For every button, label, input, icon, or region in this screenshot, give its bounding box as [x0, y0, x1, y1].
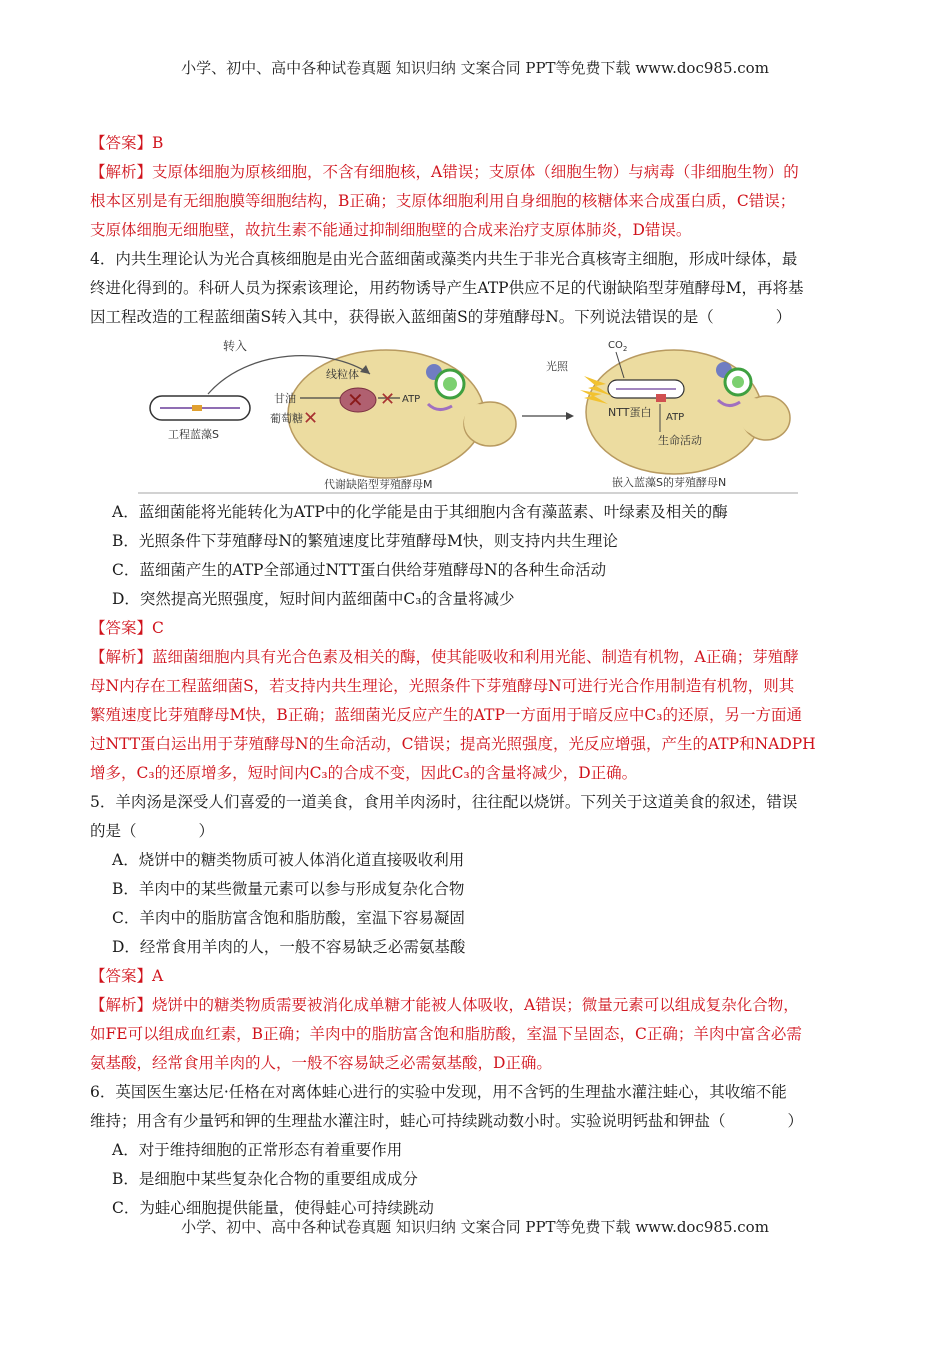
q4-stem-line-2: 终进化得到的。科研人员为探索该理论，用药物诱导产生ATP供应不足的代谢缺陷型芽殖酵母M，再将基 — [90, 279, 804, 297]
atp-label-2: ATP — [666, 412, 685, 423]
page-footer: 小学、初中、高中各种试卷真题 知识归纳 文案合同 PPT等免费下载 www.doc985.com — [181, 1218, 769, 1236]
nucleus-core-icon — [443, 377, 457, 391]
q4-analysis-line-4: 过NTT蛋白运出用于芽殖酵母N的生命活动，C错误；提高光照强度，光反应增强，产生的ATP和NADPH — [90, 735, 816, 753]
mitochondrion-block-icon: ✕ — [347, 388, 364, 412]
q4-option-b: B．光照条件下芽殖酵母N的繁殖速度比芽殖酵母M快，则支持内共生理论 — [112, 532, 618, 550]
q4-stem-line-1: 4．内共生理论认为光合真核细胞是由光合蓝细菌或藻类内共生于非光合真核寄主细胞，形成叶绿体，最 — [90, 250, 798, 268]
q4-analysis-line-2: 母N内存在工程蓝细菌S，若支持内共生理论，光照条件下芽殖酵母N可进行光合作用制造有机物，则其 — [90, 677, 795, 695]
answer-value: A — [152, 967, 164, 985]
answer-label: 【答案】 — [90, 619, 153, 637]
glucose-block-icon: ✕ — [303, 408, 319, 429]
answer-value: B — [152, 134, 164, 152]
cyano-s-gene — [192, 405, 202, 411]
q4-answer — [90, 614, 870, 643]
q6-option-b: B．是细胞中某些复杂化合物的重要组成成分 — [112, 1170, 418, 1188]
q4-stem-line-3: 因工程改造的工程蓝细菌S转入其中，获得嵌入蓝细菌S的芽殖酵母N。下列说法错误的是（ ） — [90, 308, 792, 326]
q6-stem-line-2: 维持；用含有少量钙和钾的生理盐水灌注时，蛙心可持续跳动数小时。实验说明钙盐和钾盐（ ） — [90, 1112, 804, 1130]
q3-analysis-line-1: 【解析】支原体细胞为原核细胞，不含有细胞核，A错误；支原体（细胞生物）与病毒（非细胞生物）的 — [90, 163, 799, 181]
q4-analysis-line-1: 【解析】蓝细菌细胞内具有光合色素及相关的酶，使其能吸收和利用光能、制造有机物，A正确；芽殖酵 — [90, 648, 799, 666]
cyano-s-label: 工程蓝藻S — [168, 428, 219, 441]
q3-analysis-line-3: 支原体细胞无细胞壁，故抗生素不能通过抑制细胞壁的合成来治疗支原体肺炎，D错误。 — [90, 221, 692, 239]
caption-m: 代谢缺陷型芽殖酵母M — [324, 478, 433, 491]
q4-analysis-line-3: 繁殖速度比芽殖酵母M快，B正确；蓝细菌光反应产生的ATP一方面用于暗反应中C₃的还原，另一方面通 — [90, 706, 802, 724]
q3-analysis-line-2: 根本区别是有无细胞膜等细胞结构，B正确；支原体细胞利用自身细胞的核糖体来合成蛋白质，C错误； — [90, 192, 796, 210]
q5-stem-line-1: 5．羊肉汤是深受人们喜爱的一道美食，食用羊肉汤时，往往配以烧饼。下列关于这道美食的叙述，错误 — [90, 793, 798, 811]
mito-label: 线粒体 — [326, 368, 359, 381]
atp-label-1: ATP — [402, 394, 421, 405]
q5-option-a: A．烧饼中的糖类物质可被人体消化道直接吸收利用 — [112, 851, 465, 869]
nucleus-n-core-icon — [732, 376, 744, 388]
document-body — [90, 129, 870, 1223]
ntt-protein-icon — [656, 394, 666, 402]
q5-answer — [90, 962, 870, 991]
q5-analysis-line-1: 【解析】烧饼中的糖类物质需要被消化成单糖才能被人体吸收，A错误；微量元素可以组成复杂化合物， — [90, 996, 799, 1014]
analysis-label: 【解析】 — [90, 163, 153, 181]
q4-option-c: C．蓝细菌产生的ATP全部通过NTT蛋白供给芽殖酵母N的各种生命活动 — [112, 561, 607, 579]
analysis-label: 【解析】 — [90, 648, 153, 666]
q4-option-a: A．蓝细菌能将光能转化为ATP中的化学能是由于其细胞内含有藻蓝素、叶绿素及相关的酶 — [112, 503, 728, 521]
answer-label: 【答案】 — [90, 967, 153, 985]
ntt-label: NTT蛋白 — [608, 406, 652, 419]
q5-stem-line-2: 的是（ ） — [90, 822, 215, 840]
q4-analysis-line-5: 增多，C₃的还原增多，短时间内C₃的合成不变，因此C₃的含量将减少，D正确。 — [90, 764, 638, 782]
atp-block-icon: ✕ — [380, 389, 396, 410]
page-header: 小学、初中、高中各种试卷真题 知识归纳 文案合同 PPT等免费下载 www.doc985.com — [181, 59, 769, 77]
q5-option-b: B．羊肉中的某些微量元素可以参与形成复杂化合物 — [112, 880, 465, 898]
yeast-n-cell-fill — [740, 398, 768, 434]
co2-label: $CO_2$ — [608, 340, 628, 353]
q5-option-d: D．经常食用羊肉的人，一般不容易缺乏必需氨基酸 — [112, 938, 466, 956]
q5-analysis-line-3: 氨基酸，经常食用羊肉的人，一般不容易缺乏必需氨基酸，D正确。 — [90, 1054, 552, 1072]
q6-stem-line-1: 6．英国医生塞达尼·任格在对离体蛙心进行的实验中发现，用不含钙的生理盐水灌注蛙心，其收缩不能 — [90, 1083, 787, 1101]
q4-option-d: D．突然提高光照强度，短时间内蓝细菌中C₃的含量将减少 — [112, 590, 515, 608]
answer-label: 【答案】 — [90, 134, 153, 152]
q4-figure — [90, 336, 870, 496]
light-label: 光照 — [546, 360, 568, 373]
answer-value: C — [152, 619, 164, 637]
transfer-label: 转入 — [223, 339, 248, 353]
yeast-m-cell-fill — [464, 404, 492, 440]
q6-option-c: C．为蛙心细胞提供能量，使得蛙心可持续跳动 — [112, 1199, 434, 1217]
life-label: 生命活动 — [658, 434, 702, 447]
analysis-label: 【解析】 — [90, 996, 153, 1014]
q5-analysis-line-2: 如FE可以组成血红素，B正确；羊肉中的脂肪富含饱和脂肪酸，室温下呈固态，C正确；羊肉中富含必需 — [90, 1025, 802, 1043]
q3-answer — [90, 129, 870, 158]
yeast-diagram — [138, 336, 798, 494]
q6-option-a: A．对于维持细胞的正常形态有着重要作用 — [112, 1141, 403, 1159]
glycerol-label: 甘油 — [274, 392, 296, 405]
glucose-label: 葡萄糖 — [270, 412, 303, 425]
process-arrowhead — [566, 412, 574, 420]
q5-option-c: C．羊肉中的脂肪富含饱和脂肪酸，室温下容易凝固 — [112, 909, 465, 927]
caption-n: 嵌入蓝藻S的芽殖酵母N — [612, 476, 727, 489]
